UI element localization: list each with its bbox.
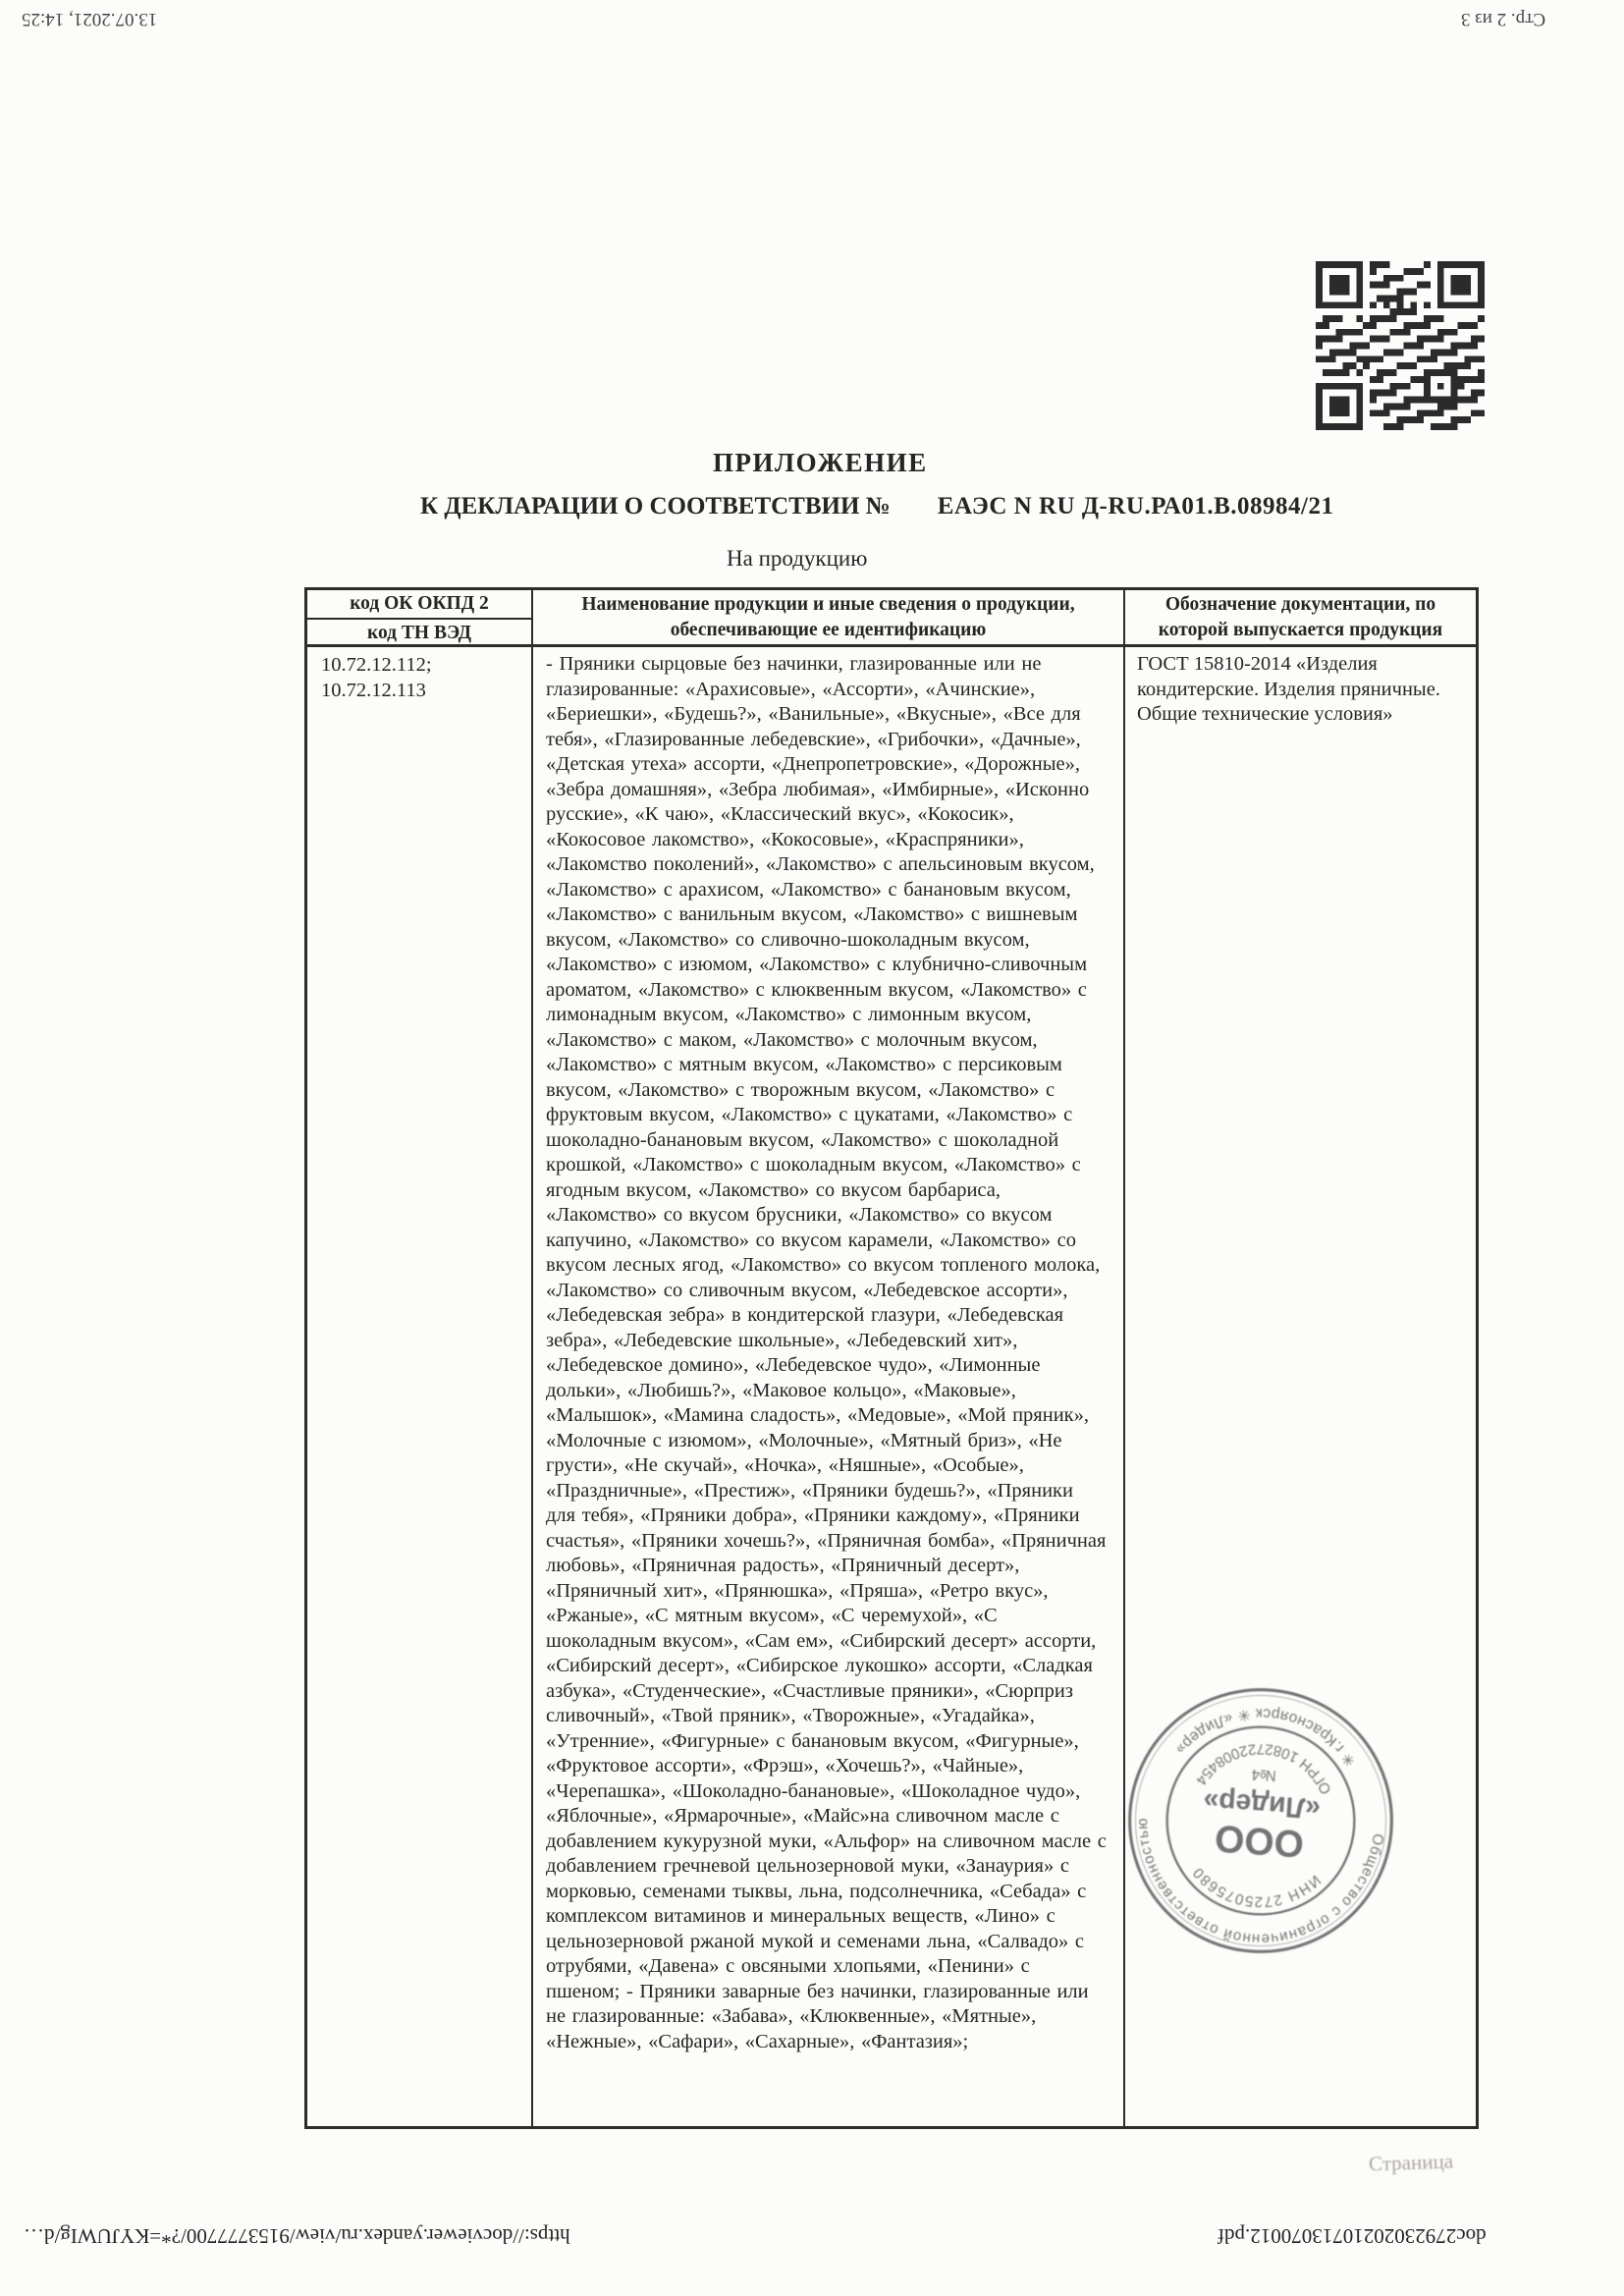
stamp-city-text: ✳ г.Красноярск ✳ «Лидер» (1171, 1705, 1360, 1770)
declaration-line (420, 493, 1333, 520)
company-stamp-seal (1108, 1667, 1414, 1974)
table-cell-product-list: - Пряники сырцовые без начинки, глазированные или не глазированные: «Арахисовые», «Ассорти», «Ачинские», «Бериешки», «Будешь?», «Ванильные», «Вкусные», «Все для тебя», «Глазированные лебедевские», «Грибочки», «Дачные», «Детская утеха» ассорти, «Днепропетровские», «Дорожные», «Зебра домашняя», «Зебра любимая», «Имбирные», «Исконно русские», «К чаю», «Классический вкус», «Кокосик», «Кокосовое лакомство», «Кокосовые», «Краспряники», «Лакомство поколений», «Лакомство» с апельсиновым вкусом, «Лакомство» с арахисом, «Лакомство» с банановым вкусом, «Лакомство» с ванильным вкусом, «Лакомство» с вишневым вкусом, «Лакомство» со сливочно-шоколадным вкусом, «Лакомство» с изюмом, «Лакомство» с клубнично-сливочным ароматом, «Лакомство» с клюквенным вкусом, «Лакомство» с лимонадным вкусом, «Лакомство» с лимонным вкусом, «Лакомство» с маком, «Лакомство» с молочным вкусом, «Лакомство» с мятным вкусом, «Лакомство» с персиковым вкусом, «Лакомство» с творожным вкусом, «Лакомство» с фруктовым вкусом, «Лакомство» с цукатами, «Лакомство» с шоколадно-банановым вкусом, «Лакомство» с шоколадной крошкой, «Лакомство» с шоколадным вкусом, «Лакомство» с ягодным вкусом, «Лакомство» со вкусом барбариса, «Лакомство» со вкусом брусники, «Лакомство» со вкусом капучино, «Лакомство» со вкусом карамели, «Лакомство» со вкусом лесных ягод, «Лакомство» со вкусом топленого молока, «Лакомство» со сливочным вкусом, «Лебедевское ассорти», «Лебедевская зебра» в кондитерской глазури, «Лебедевская зебра», «Лебедевские школьные», «Лебедевский хит», «Лебедевское домино», «Лебедевское чудо», «Лимонные дольки», «Любишь?», «Маковое кольцо», «Маковые», «Малышок», «Мамина сладость», «Медовые», «Мой пряник», «Молочные с изюмом», «Молочные», «Мятный бриз», «Не грусти», «Не скучай», «Ночка», «Няшные», «Особые», «Праздничные», «Престиж», «Пряники будешь?», «Пряники для тебя», «Пряники добра», «Пряники каждому», «Пряники счастья», «Пряники хочешь?», «Пряничная бомба», «Пряничная любовь», «Пряничная радость», «Пряничный десерт», «Пряничный хит», «Прянюшка», «Пряша», «Ретро вкус», «Ржаные», «С мятным вкусом», «С черемухой», «С шоколадным вкусом», «Сам ем», «Сибирский десерт» ассорти, «Сибирский десерт», «Сибирское лукошко» ассорти, «Сладкая азбука», «Студенческие», «Счастливые пряники», «Сюрприз сливочный», «Твой пряник», «Творожные», «Угадайка», «Утренние», «Фигурные» с банановым вкусом, «Фигурные», «Фруктовое ассорти», «Фрэш», «Хочешь?», «Чайные», «Черепашка», «Шоколадно-банановые», «Шоколадное чудо», «Яблочные», «Ярмарочные», «Майс»на сливочном масле с добавлением кукурузной муки, «Альфор» на сливочном масле с добавлением гречневой цельнозерновой муки, «Занаурия» с морковью, семенами тыквы, льна, подсолнечника, «Себада» с комплексом витаминов и минеральных веществ, «Лино» с цельнозерновой ржаной мукой и семенами льна, «Салвадо» с отрубями, «Давена» с овсяными хлопьями, «Пенини» с пшеном; - Пряники заварные без начинки, глазированные или не глазированные: «Забава», «Клюквенные», «Мятные», «Нежные», «Сафари», «Сахарные», «Фантазия»; (533, 647, 1125, 2126)
source-url-text: https://docviewer.yandex.ru/view/9153777700/?*=KYJUWIg/d… (24, 2224, 570, 2248)
header-tnved: код ТН ВЭД (367, 623, 471, 643)
page-indicator: Стр. 2 из 3 (1461, 9, 1546, 29)
stamp-ogrn-text: ОГРН 1082722008454 (1191, 1740, 1335, 1797)
table-header-codes (307, 590, 533, 647)
product-caption: На продукцию (727, 546, 868, 571)
stamp-org-type-text: Общество с ограниченной ответственностью (1134, 1817, 1387, 1947)
stamp-ooo-text: ООО (1213, 1816, 1306, 1865)
print-timestamp: 13.07.2021, 14:25 (22, 9, 158, 29)
code-okpd-line2: 10.72.12.113 (321, 679, 426, 701)
table-header-docs: Обозначение документации, по которой выпускается продукция (1125, 590, 1476, 647)
stamp-number: №4 (1251, 1765, 1277, 1784)
svg-text:ИНН 2725075680 (1187, 1863, 1325, 1915)
declaration-label: К ДЕКЛАРАЦИИ О СООТВЕТСТВИИ № (420, 493, 891, 519)
appendix-title: ПРИЛОЖЕНИЕ (713, 448, 928, 477)
table-header-product: Наименование продукции и иные сведения о продукции, обеспечивающие ее идентификацию (533, 590, 1125, 647)
svg-text:✳ г.Красноярск ✳ «Лидер» (1170, 1699, 1363, 1771)
stamp-company-name: «Лидер» (1202, 1785, 1322, 1826)
header-okpd2: код ОК ОКПД 2 (307, 590, 531, 620)
declaration-number: ЕАЭС N RU Д-RU.РА01.В.08984/21 (937, 493, 1334, 519)
code-okpd-line1: 10.72.12.112; (321, 654, 432, 676)
document-filename-text: doc27923020210713070012.pdf (1218, 2224, 1487, 2248)
faint-page-note: Страница (1368, 2149, 1454, 2176)
qr-code-icon (1316, 261, 1485, 430)
table-cell-codes (307, 647, 533, 2126)
stamp-inn-text: ИНН 2725075680 (1189, 1863, 1325, 1910)
table-cell-gost: ГОСТ 15810-2014 «Изделия кондитерские. Изделия пряничные. Общие технические условия» (1137, 653, 1440, 725)
